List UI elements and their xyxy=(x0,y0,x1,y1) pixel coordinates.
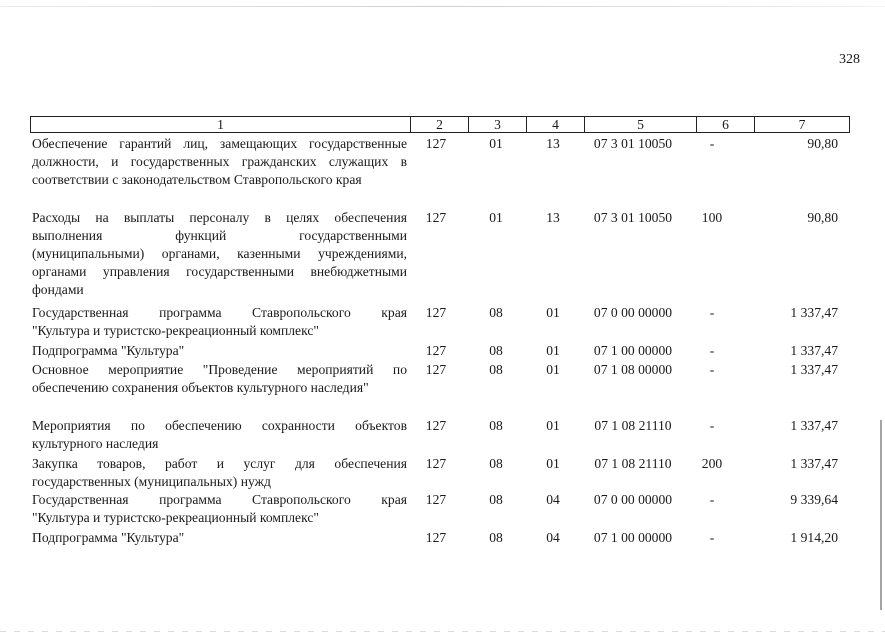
description-line: Подпрограмма "Культура" xyxy=(32,530,185,545)
row-description xyxy=(32,304,407,340)
description-line: (муниципальными) органами, казенными учреждениями, xyxy=(32,246,407,261)
header-col-6: 6 xyxy=(697,117,755,133)
cell-target-article: 07 1 08 21110 xyxy=(594,418,672,433)
cell-amount: 1 337,47 xyxy=(790,305,838,320)
description-line: Обеспечение гарантий лиц, замещающих государственные xyxy=(32,136,407,151)
cell-chapter: 127 xyxy=(425,210,447,225)
page-number: 328 xyxy=(839,52,860,67)
header-col-5: 5 xyxy=(585,117,697,133)
header-col-7: 7 xyxy=(755,117,850,133)
description-line: "Культура и туристско-рекреационный комплекс" xyxy=(32,510,319,525)
cell-subsection: 01 xyxy=(546,418,560,433)
cell-target-article: 07 1 00 00000 xyxy=(593,343,673,358)
header-col-3: 3 xyxy=(469,117,527,133)
cell-chapter: 127 xyxy=(425,136,447,151)
cell-section: 08 xyxy=(489,492,503,507)
cell-section: 08 xyxy=(489,456,503,471)
description-line: "Культура и туристско-рекреационный комплекс" xyxy=(32,323,319,338)
cell-target-article: 07 1 08 21110 xyxy=(594,456,672,471)
cell-chapter: 127 xyxy=(425,418,447,433)
cell-subsection: 01 xyxy=(546,456,560,471)
description-line: органами управления государственными внебюджетными xyxy=(32,264,407,279)
cell-expense-type: - xyxy=(709,362,715,377)
cell-target-article: 07 3 01 10050 xyxy=(593,210,673,225)
cell-amount: 1 337,47 xyxy=(790,343,838,358)
cell-expense-type: 200 xyxy=(701,456,723,471)
cell-amount: 1 337,47 xyxy=(790,362,838,377)
cell-section: 01 xyxy=(489,136,503,151)
cell-expense-type: - xyxy=(709,343,715,358)
row-description xyxy=(32,361,407,397)
cell-expense-type: 100 xyxy=(701,210,723,225)
description-line: обеспечению сохранения объектов культурного наследия" xyxy=(32,380,369,395)
description-line: фондами xyxy=(32,282,84,297)
cell-amount: 1 914,20 xyxy=(790,530,838,545)
cell-chapter: 127 xyxy=(425,456,447,471)
cell-chapter: 127 xyxy=(425,362,447,377)
cell-section: 08 xyxy=(489,418,503,433)
cell-subsection: 01 xyxy=(546,343,560,358)
description-line: Основное мероприятие "Проведение мероприятий по xyxy=(32,362,407,377)
cell-expense-type: - xyxy=(709,305,715,320)
cell-subsection: 04 xyxy=(546,492,560,507)
cell-subsection: 01 xyxy=(546,305,560,320)
cell-subsection: 13 xyxy=(546,210,560,225)
description-line: культурного наследия xyxy=(32,436,159,451)
cell-chapter: 127 xyxy=(425,492,447,507)
description-line: государственных (муниципальных) нужд xyxy=(32,474,271,489)
cell-subsection: 13 xyxy=(546,136,560,151)
header-col-1: 1 xyxy=(31,117,411,133)
row-description xyxy=(32,417,407,453)
header-row xyxy=(31,117,850,133)
row-description xyxy=(32,491,407,527)
cell-subsection: 01 xyxy=(546,362,560,377)
cell-target-article: 07 1 08 00000 xyxy=(593,362,673,377)
cell-section: 08 xyxy=(489,305,503,320)
cell-chapter: 127 xyxy=(425,343,447,358)
cell-target-article: 07 0 00 00000 xyxy=(593,305,673,320)
description-line: Государственная программа Ставропольского края xyxy=(32,492,407,507)
header-col-2: 2 xyxy=(411,117,469,133)
cell-chapter: 127 xyxy=(425,305,447,320)
cell-target-article: 07 3 01 10050 xyxy=(593,136,673,151)
description-line: выполнения функций государственными xyxy=(32,228,407,243)
cell-amount: 90,80 xyxy=(807,210,838,225)
cell-amount: 9 339,64 xyxy=(790,492,838,507)
cell-expense-type: - xyxy=(709,492,715,507)
description-line: Подпрограмма "Культура" xyxy=(32,343,185,358)
scan-edge-bottom xyxy=(0,631,885,632)
cell-subsection: 04 xyxy=(546,530,560,545)
row-description xyxy=(32,209,407,299)
cell-target-article: 07 1 00 00000 xyxy=(593,530,673,545)
description-line: Расходы на выплаты персоналу в целях обеспечения xyxy=(32,210,407,225)
row-description xyxy=(32,529,407,547)
cell-amount: 90,80 xyxy=(807,136,838,151)
scan-edge-right xyxy=(880,420,882,610)
cell-expense-type: - xyxy=(709,136,715,151)
cell-expense-type: - xyxy=(709,530,715,545)
row-description xyxy=(32,342,407,360)
cell-expense-type: - xyxy=(709,418,715,433)
cell-section: 01 xyxy=(489,210,503,225)
description-line: должности, и государственных гражданских служащих в xyxy=(32,154,407,169)
description-line: Закупка товаров, работ и услуг для обеспечения xyxy=(32,456,407,471)
description-line: соответствии с законодательством Ставропольского края xyxy=(32,172,362,187)
cell-section: 08 xyxy=(489,343,503,358)
description-line: Государственная программа Ставропольского края xyxy=(32,305,407,320)
table-header xyxy=(30,116,850,133)
cell-amount: 1 337,47 xyxy=(790,456,838,471)
cell-section: 08 xyxy=(489,362,503,377)
row-description xyxy=(32,135,407,189)
description-line: Мероприятия по обеспечению сохранности объектов xyxy=(32,418,407,433)
header-col-4: 4 xyxy=(527,117,585,133)
row-description xyxy=(32,455,407,491)
cell-amount: 1 337,47 xyxy=(790,418,838,433)
cell-chapter: 127 xyxy=(425,530,447,545)
cell-target-article: 07 0 00 00000 xyxy=(593,492,673,507)
scan-edge-top xyxy=(0,6,885,7)
cell-section: 08 xyxy=(489,530,503,545)
